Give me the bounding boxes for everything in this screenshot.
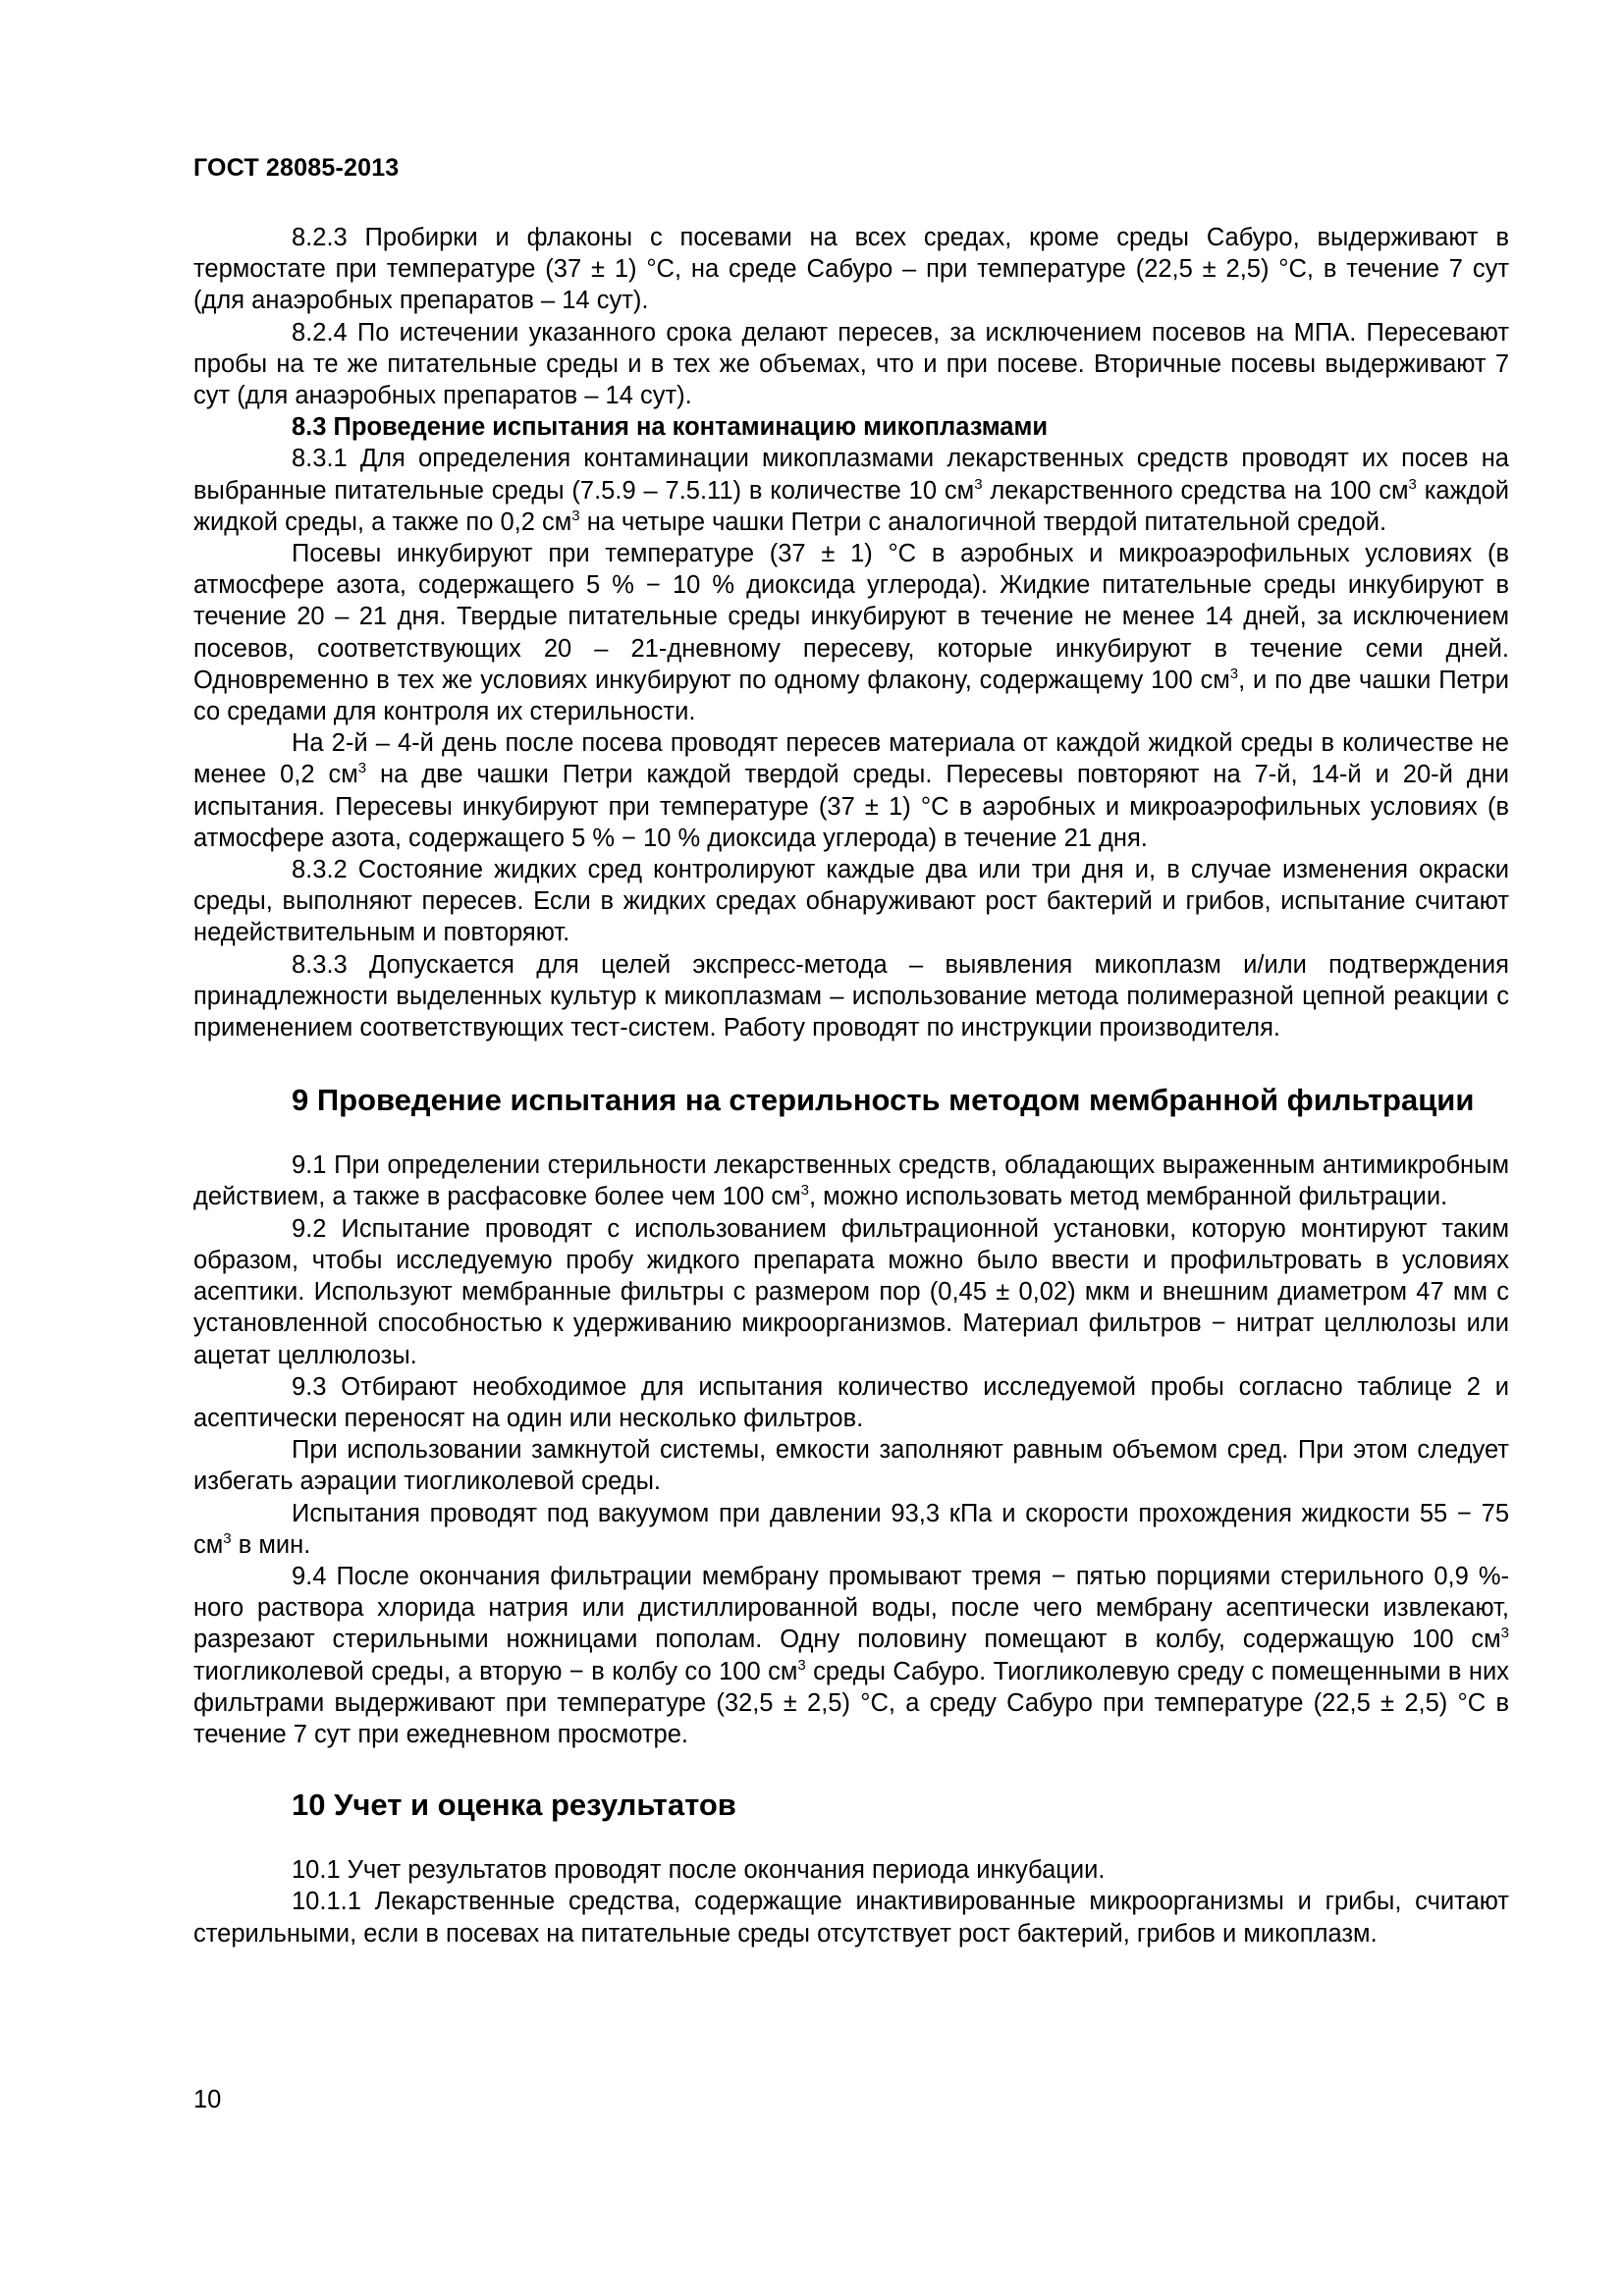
paragraph-incubation: Посевы инкубируют при температуре (37 ± 1) °С в аэробных и микроаэрофильных условиях (в атмосфере азота, содержащего 5 % − 10 % диоксида углерода). Жидкие питательные среды инкубируют в течение 20 – 21 дня. Твердые питательные среды инкубируют в течение не менее 14 дней, за исключением посевов, соответствующих 20 – 21-дневному пересеву, которые инкубируют в течение семи дней. Одновременно в тех же условиях инкубируют по одному флакону, содержащему 100 $см^3$, и по две чашки Петри со средами для контроля их стерильности. — [193, 540, 1509, 726]
page-number: 10 — [193, 2086, 222, 2113]
document-body — [193, 222, 1509, 1949]
paragraph-8-3-1: 8.3.1 Для определения контаминации микоплазмами лекарственных средств проводят их посев на выбранные питательные среды (7.5.9 – 7.5.11) в количестве 10 $см^3$ лекарственного средства на 100 $см^3$ каждой жидкой среды, а также по 0,2 $см^3$ на четыре чашки Петри с аналогичной твердой питательной средой. — [193, 445, 1509, 536]
paragraph-vacuum: Испытания проводят под вакуумом при давлении 93,3 кПа и скорости прохождения жидкости 55 − 75 $см^3$ в мин. — [193, 1499, 1509, 1559]
paragraph-9-4: 9.4 После окончания фильтрации мембрану промывают тремя − пятью порциями стерильного 0,9 %-ного раствора хлорида натрия или дистиллированной воды, после чего мембрану асептически извлекают, разрезают стерильными ножницами пополам. Одну половину помещают в колбу, содержащую 100 $см^3$ тиогликолевой среды, а вторую − в колбу со 100 $см^3$ среды Сабуро. Тиогликолевую среду с помещенными в них фильтрами выдерживают при температуре (32,5 ± 2,5) °С, а среду Сабуро при температуре (22,5 ± 2,5) °С в течение 7 сут при ежедневном просмотре. — [193, 1562, 1509, 1748]
paragraph-10-1: 10.1 Учет результатов проводят после окончания периода инкубации. — [292, 1856, 1106, 1885]
paragraph-9-2: 9.2 Испытание проводят с использованием фильтрационной установки, которую монтируют таким образом, чтобы исследуемую пробу жидкого препарата можно было ввести и профильтровать в условиях асептики. Используют мембранные фильтры с размером пор (0,45 ± 0,02) мкм и внешним диаметром 47 мм с установленной способностью к удерживанию микроорганизмов. Материал фильтров − нитрат целлюлозы или ацетат целлюлозы. — [193, 1214, 1509, 1369]
paragraph-9-1: 9.1 При определении стерильности лекарственных средств, обладающих выраженным антимикробным действием, а также в расфасовке более чем 100 $см^3$, можно использовать метод мембранной фильтрации. — [193, 1151, 1509, 1211]
paragraph-8-2-4: 8.2.4 По истечении указанного срока делают пересев, за исключением посевов на МПА. Пересевают пробы на те же питательные среды и в тех же объемах, что и при посеве. Вторичные посевы выдерживают 7 сут (для анаэробных препаратов – 14 сут). — [193, 318, 1509, 410]
paragraph-closed-system: При использовании замкнутой системы, емкости заполняют равным объемом сред. При этом следует избегать аэрации тиогликолевой среды. — [193, 1436, 1509, 1496]
paragraph-9-3: 9.3 Отбирают необходимое для испытания количество исследуемой пробы согласно таблице 2 и асептически переносят на один или несколько фильтров. — [193, 1372, 1509, 1432]
section-heading-9: 9 Проведение испытания на стерильность методом мембранной фильтрации — [292, 1083, 1475, 1118]
subsection-heading-8-3: 8.3 Проведение испытания на контаминацию микоплазмами — [292, 413, 1049, 442]
section-heading-10: 10 Учет и оценка результатов — [292, 1788, 736, 1823]
paragraph-8-2-3: 8.2.3 Пробирки и флаконы с посевами на всех средах, кроме среды Сабуро, выдерживают в термостате при температуре (37 ± 1) °С, на среде Сабуро – при температуре (22,5 ± 2,5) °С, в течение 7 сут (для анаэробных препаратов – 14 сут). — [193, 224, 1509, 315]
paragraph-8-3-3: 8.3.3 Допускается для целей экспресс-метода – выявления микоплазм и/или подтверждения принадлежности выделенных культур к микоплазмам – использование метода полимеразной цепной реакции с применением соответствующих тест-систем. Работу проводят по инструкции производителя. — [193, 950, 1509, 1042]
document-header: ГОСТ 28085-2013 — [193, 154, 400, 182]
paragraph-10-1-1: 10.1.1 Лекарственные средства, содержащие инактивированные микроорганизмы и грибы, считают стерильными, если в посевах на питательные среды отсутствует рост бактерий, грибов и микоплазм. — [193, 1888, 1509, 1948]
paragraph-subculture-days: На 2-й – 4-й день после посева проводят пересев материала от каждой жидкой среды в количестве не менее 0,2 $см^3$ на две чашки Петри каждой твердой среды. Пересевы повторяют на 7-й, 14-й и 20-й дни испытания. Пересевы инкубируют при температуре (37 ± 1) °С в аэробных и микроаэрофильных условиях (в атмосфере азота, содержащего 5 % − 10 % диоксида углерода) в течение 21 дня. — [193, 729, 1509, 852]
paragraph-8-3-2: 8.3.2 Состояние жидких сред контролируют каждые два или три дня и, в случае изменения окраски среды, выполняют пересев. Если в жидких средах обнаруживают рост бактерий и грибов, испытание считают недействительным и повторяют. — [193, 856, 1509, 947]
